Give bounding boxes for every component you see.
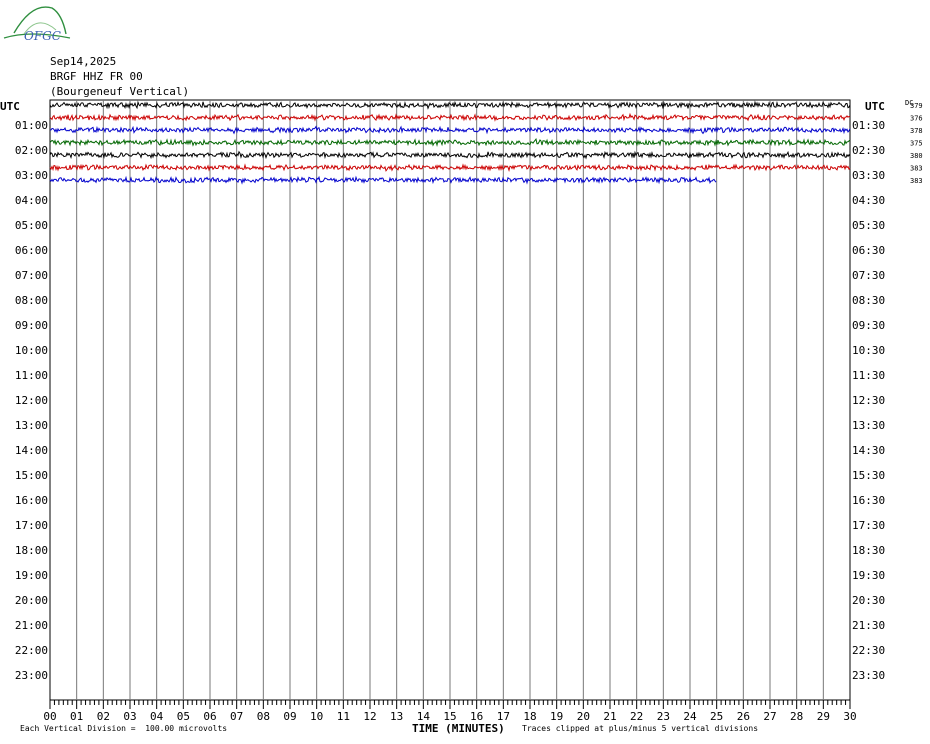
seismic-trace <box>50 177 716 183</box>
x-tick-label: 07 <box>230 710 244 723</box>
x-tick-label: 15 <box>443 710 457 723</box>
x-tick-label: 04 <box>150 710 164 723</box>
right-hour-label: 14:30 <box>852 444 886 457</box>
x-tick-label: 13 <box>390 710 404 723</box>
right-hour-label: 01:30 <box>852 119 886 132</box>
right-hour-label: 12:30 <box>852 394 886 407</box>
x-tick-label: 06 <box>203 710 217 723</box>
x-tick-label: 26 <box>736 710 750 723</box>
left-hour-label: 21:00 <box>14 619 48 632</box>
dc-offset-label: 383 <box>910 177 923 185</box>
left-hour-label: 09:00 <box>14 319 48 332</box>
right-hour-label: 05:30 <box>852 219 886 232</box>
scale-note: Each Vertical Division = 100.00 microvolts <box>20 724 228 733</box>
left-axis-title: UTC <box>0 100 20 113</box>
x-tick-label: 18 <box>523 710 537 723</box>
right-hour-label: 09:30 <box>852 319 886 332</box>
left-hour-label: 14:00 <box>14 444 48 457</box>
x-tick-label: 10 <box>310 710 324 723</box>
dc-offset-label: 379 <box>910 102 923 110</box>
x-tick-label: 27 <box>763 710 777 723</box>
x-tick-label: 08 <box>256 710 270 723</box>
left-hour-label: 19:00 <box>14 569 48 582</box>
right-hour-label: 20:30 <box>852 594 886 607</box>
left-hour-label: 07:00 <box>14 269 48 282</box>
left-hour-label: 08:00 <box>14 294 48 307</box>
logo-text: OFGC <box>24 29 61 43</box>
left-hour-label: 11:00 <box>14 369 48 382</box>
left-hour-label: 12:00 <box>14 394 48 407</box>
clip-note: Traces clipped at plus/minus 5 vertical divisions <box>522 724 759 733</box>
left-hour-label: 15:00 <box>14 469 48 482</box>
dc-offset-label: 378 <box>910 127 923 135</box>
x-tick-label: 09 <box>283 710 297 723</box>
x-tick-label: 01 <box>70 710 84 723</box>
left-hour-label: 13:00 <box>14 419 48 432</box>
left-hour-label: 10:00 <box>14 344 48 357</box>
left-hour-label: 22:00 <box>14 644 48 657</box>
right-axis-title: UTC <box>865 100 885 113</box>
right-hour-label: 17:30 <box>852 519 886 532</box>
left-hour-label: 01:00 <box>14 119 48 132</box>
right-hour-label: 08:30 <box>852 294 886 307</box>
right-hour-label: 02:30 <box>852 144 886 157</box>
x-tick-label: 24 <box>683 710 697 723</box>
axis-labels <box>0 99 923 723</box>
left-hour-label: 18:00 <box>14 544 48 557</box>
right-hour-label: 19:30 <box>852 569 886 582</box>
dc-title: DC <box>905 99 914 107</box>
right-hour-label: 18:30 <box>852 544 886 557</box>
x-tick-label: 20 <box>576 710 590 723</box>
left-hour-label: 16:00 <box>14 494 48 507</box>
x-tick-label: 17 <box>496 710 510 723</box>
right-hour-label: 10:30 <box>852 344 886 357</box>
station-location: (Bourgeneuf Vertical) <box>50 85 190 98</box>
x-tick-label: 14 <box>416 710 430 723</box>
x-tick-label: 02 <box>96 710 110 723</box>
left-hour-label: 05:00 <box>14 219 48 232</box>
right-hour-label: 22:30 <box>852 644 886 657</box>
right-hour-label: 23:30 <box>852 669 886 682</box>
dc-offset-label: 383 <box>910 164 923 173</box>
right-hour-label: 15:30 <box>852 469 886 482</box>
x-tick-label: 00 <box>43 710 57 723</box>
x-tick-label: 23 <box>656 710 670 723</box>
plot-date: Sep14,2025 <box>50 55 117 68</box>
x-axis-title: TIME (MINUTES) <box>412 722 505 735</box>
left-hour-label: 20:00 <box>14 594 48 607</box>
right-hour-label: 11:30 <box>852 369 886 382</box>
left-hour-label: 17:00 <box>14 519 48 532</box>
x-tick-label: 11 <box>336 710 350 723</box>
dc-offset-label: 375 <box>910 139 923 148</box>
x-tick-label: 21 <box>603 710 617 723</box>
left-hour-label: 23:00 <box>14 669 48 682</box>
right-hour-label: 03:30 <box>852 169 886 182</box>
left-hour-label: 02:00 <box>14 144 48 157</box>
right-hour-label: 07:30 <box>852 269 886 282</box>
x-tick-label: 25 <box>710 710 724 723</box>
left-hour-label: 04:00 <box>14 194 48 207</box>
right-hour-label: 06:30 <box>852 244 886 257</box>
x-tick-label: 05 <box>176 710 190 723</box>
x-tick-label: 28 <box>790 710 804 723</box>
right-hour-label: 04:30 <box>852 194 886 207</box>
dc-offset-label: 380 <box>910 152 923 160</box>
x-tick-label: 22 <box>630 710 644 723</box>
right-hour-label: 21:30 <box>852 619 886 632</box>
station-id: BRGF HHZ FR 00 <box>50 70 143 83</box>
x-tick-label: 12 <box>363 710 377 723</box>
right-hour-label: 16:30 <box>852 494 886 507</box>
x-tick-label: 16 <box>470 710 484 723</box>
grid-lines <box>50 100 850 709</box>
left-hour-label: 06:00 <box>14 244 48 257</box>
x-tick-label: 30 <box>843 710 857 723</box>
x-tick-label: 03 <box>123 710 137 723</box>
right-hour-label: 13:30 <box>852 419 886 432</box>
left-hour-label: 03:00 <box>14 169 48 182</box>
x-tick-label: 29 <box>816 710 830 723</box>
x-tick-label: 19 <box>550 710 564 723</box>
dc-offset-label: 376 <box>910 114 923 123</box>
